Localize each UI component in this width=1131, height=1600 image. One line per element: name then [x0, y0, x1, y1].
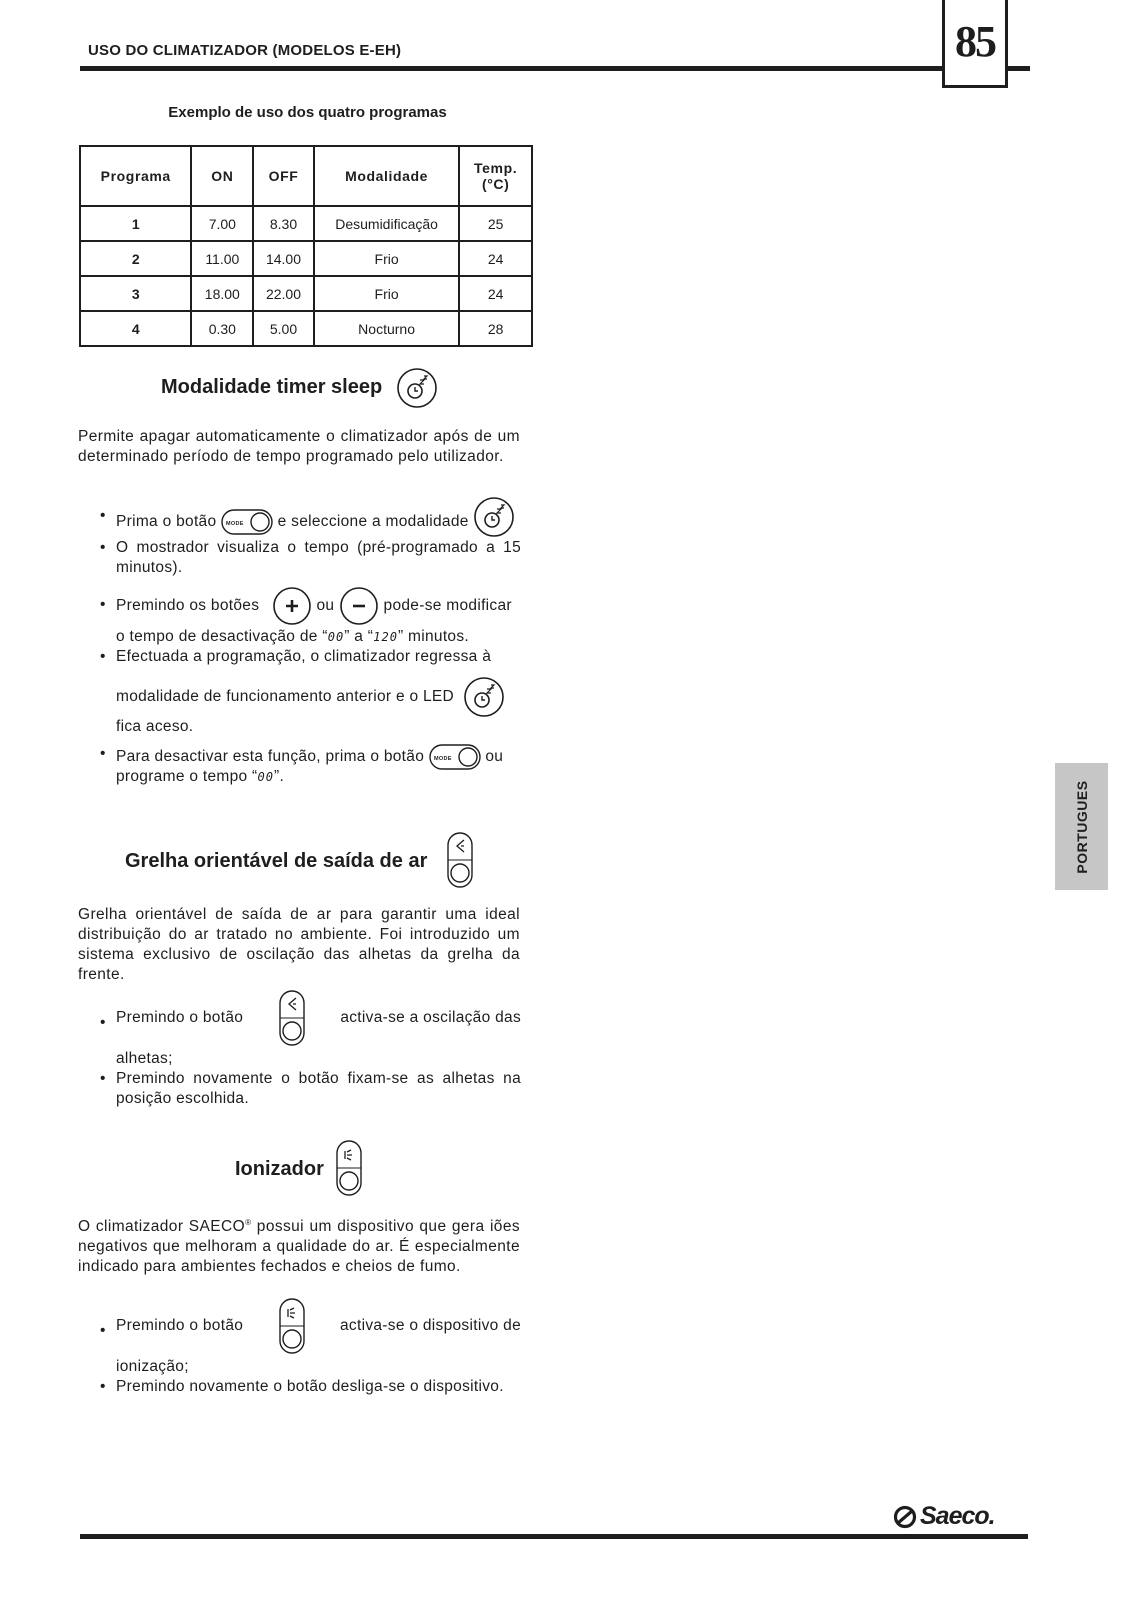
table-row — [80, 276, 532, 311]
table-cell: 24 — [459, 276, 532, 311]
table-header-row — [80, 146, 532, 206]
sleep-intro: Permite apagar automaticamente o climatizador após de um determinado período de tempo programado pelo utilizador. — [78, 428, 520, 465]
column-header-temp: Temp. (°C) — [459, 146, 532, 206]
programs-table — [79, 145, 533, 347]
table-cell: 7.00 — [191, 206, 253, 241]
ionizer-section-title: Ionizador — [235, 1158, 324, 1180]
swing-button-icon — [446, 832, 474, 888]
sleep-timer-icon — [473, 496, 515, 538]
page-number-box — [942, 0, 1008, 88]
saeco-logo-icon — [893, 1505, 917, 1529]
plus-button-icon — [272, 586, 312, 626]
table-cell: 24 — [459, 241, 532, 276]
grille-bullet-1-cont: alhetas; — [116, 1050, 173, 1067]
sleep-led-icon — [463, 676, 505, 718]
table-row — [80, 241, 532, 276]
page-number: 85 — [955, 17, 995, 66]
header-rule — [80, 66, 1030, 71]
swing-button-icon — [278, 990, 306, 1046]
svg-text:MODE: MODE — [226, 521, 244, 527]
column-header-on: ON — [191, 146, 253, 206]
grille-bullet-1: • Premindo o botão activa-se a oscilação das — [100, 990, 521, 1046]
sleep-section-title: Modalidade timer sleep — [161, 376, 383, 398]
table-cell: 11.00 — [191, 241, 253, 276]
column-header-off: OFF — [253, 146, 314, 206]
table-cell: Desumidificação — [314, 206, 459, 241]
page-header-title: USO DO CLIMATIZADOR (MODELOS E-EH) — [88, 42, 402, 59]
table-cell: 5.00 — [253, 311, 314, 346]
table-cell: 14.00 — [253, 241, 314, 276]
ionizer-bullet-2: • Premindo novamente o botão desliga-se o dispositivo. — [100, 1378, 504, 1395]
grille-bullet-2: • Premindo novamente o botão fixam-se as alhetas na posição escolhida. — [100, 1070, 521, 1107]
grille-intro: Grelha orientável de saída de ar para garantir uma ideal distribuição do ar tratado no ambiente. Foi introduzido um sistema exclusivo de oscilação das alhetas da grelha da frente. — [78, 906, 520, 983]
mode-button-icon — [221, 509, 273, 535]
sleep-bullet-5: • Para desactivar esta função, prima o botão MODE ou — [100, 744, 521, 770]
ionizer-bullet-1: • Premindo o botão activa-se o dispositivo de — [100, 1298, 521, 1354]
table-cell: 18.00 — [191, 276, 253, 311]
table-cell: 3 — [80, 276, 191, 311]
column-header-programa: Programa — [80, 146, 191, 206]
language-tab-label: PORTUGUES — [1073, 779, 1090, 874]
table-cell: 25 — [459, 206, 532, 241]
sleep-bullet-1: • Prima o botão MODE e seleccione a modalidade — [100, 506, 521, 538]
table-row — [80, 206, 532, 241]
column-header-modalidade: Modalidade — [314, 146, 459, 206]
sleep-timer-icon — [396, 367, 438, 409]
table-cell: 4 — [80, 311, 191, 346]
sleep-bullet-3: • Premindo os botões ou pode-se modificar — [100, 586, 521, 626]
saeco-logo-text: Saeco. — [920, 1502, 995, 1530]
ionizer-bullet-1-cont: ionização; — [116, 1358, 189, 1375]
svg-text:MODE: MODE — [433, 756, 452, 762]
table-row — [80, 311, 532, 346]
table-cell: Nocturno — [314, 311, 459, 346]
table-cell: 28 — [459, 311, 532, 346]
table-cell: 22.00 — [253, 276, 314, 311]
ionizer-button-icon — [335, 1140, 363, 1196]
ionizer-intro: O climatizador SAECO® possui um dispositivo que gera iões negativos que melhoram a qualidade do ar. É especialmente indicado para ambientes fechados e cheios de fumo. — [78, 1218, 520, 1276]
table-cell: Frio — [314, 241, 459, 276]
sleep-bullet-4: • Efectuada a programação, o climatizador regressa à — [100, 648, 492, 665]
sleep-bullet-5-cont: programe o tempo “00”. — [116, 768, 285, 785]
language-tab — [1055, 763, 1108, 890]
sleep-bullet-4-cont: modalidade de funcionamento anterior e o LED — [100, 676, 521, 718]
table-cell: 1 — [80, 206, 191, 241]
table-cell: Frio — [314, 276, 459, 311]
sleep-bullet-2: • O mostrador visualiza o tempo (pré-programado a 15 minutos). — [100, 539, 521, 576]
ionizer-button-icon — [278, 1298, 306, 1354]
sleep-bullet-3-cont: o tempo de desactivação de “00” a “120” minutos. — [116, 628, 470, 645]
table-cell: 8.30 — [253, 206, 314, 241]
saeco-logo — [893, 1503, 1028, 1533]
table-caption: Exemplo de uso dos quatro programas — [168, 104, 447, 121]
footer-rule — [80, 1534, 1028, 1539]
table-cell: 0.30 — [191, 311, 253, 346]
grille-section-title: Grelha orientável de saída de ar — [125, 850, 428, 872]
minus-button-icon — [339, 586, 379, 626]
table-cell: 2 — [80, 241, 191, 276]
sleep-bullet-4-end: fica aceso. — [116, 718, 194, 735]
